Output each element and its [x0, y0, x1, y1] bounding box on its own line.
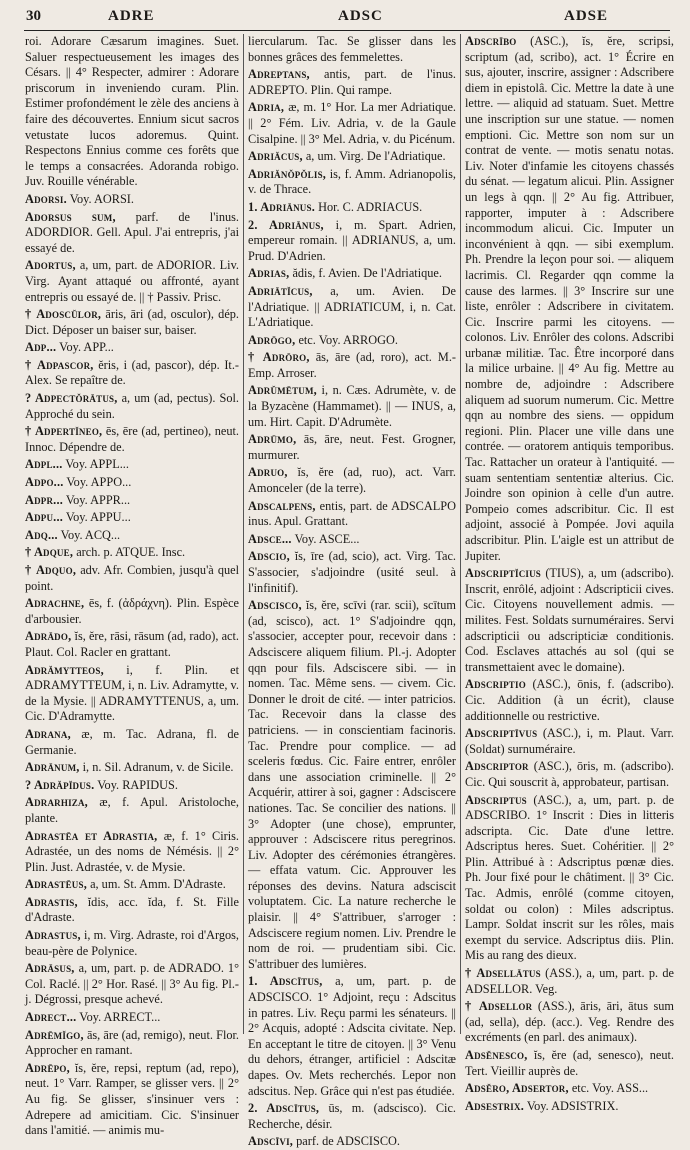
- entry-headword: Adrastis,: [25, 894, 78, 909]
- entry-headword: Adp...: [25, 340, 57, 355]
- entry-definition: a, um, part. p. de ADSCISCO. 1° Adjoint, reçu : Adscitus in patres. Liv. Reçu parmi les sénateurs. || 2° Acquis, adopté : Adscita civitate. Nep. En acceptant le titre de citoyen. || 3° Venu du dehors, étranger, artificiel : Adscitæ dapes. Ov. Mets recherchés. Lepor non adscitus. Nep. Grâce qui n'est pas étudiée.: [248, 974, 456, 1098]
- dictionary-entry: [25, 340, 239, 356]
- entry-definition: parf. de ADSCISCO.: [296, 1134, 400, 1149]
- entry-definition: Hor. C. ADRIACUS.: [318, 199, 423, 214]
- entry-definition: etc. Voy. ARROGO.: [298, 332, 398, 347]
- dictionary-entry: [248, 34, 456, 65]
- entry-definition: antis, part. de l'inus. ADREPTO. Plin. Qui rampe.: [248, 67, 457, 97]
- entry-definition: æ, m. Tac. Adrana, fl. de Germanie.: [25, 726, 240, 757]
- entry-definition: Voy. ARRECT...: [79, 1010, 161, 1025]
- entry-headword: Adrēmĭgo,: [25, 1027, 84, 1042]
- entry-definition: a, um. Virg. De l'Adriatique.: [305, 149, 446, 164]
- guide-word-middle: ADSC: [338, 8, 383, 24]
- dictionary-entry: [25, 1061, 239, 1139]
- dictionary-entry: [248, 100, 456, 147]
- dictionary-entry: [248, 67, 456, 98]
- entry-headword: Adorsi.: [25, 191, 67, 206]
- entry-headword: Adreptans,: [248, 67, 310, 82]
- entry-definition: (ASS.), āris, āri, ātus sum (ad, sella), dép. (acc.). Veg. Rendre des excréments (en parl. des animaux).: [465, 999, 675, 1045]
- dictionary-entry: [25, 795, 239, 826]
- entry-headword: † Adrōro,: [248, 350, 310, 365]
- dictionary-entry: [25, 358, 239, 389]
- entry-definition: liercularum. Tac. Se glisser dans les bonnes grâces des femmelettes.: [248, 34, 456, 64]
- entry-headword: Adrēpo,: [25, 1060, 70, 1075]
- entry-definition: Voy. APPL...: [65, 457, 129, 472]
- entry-headword: Adrŭmētum,: [248, 383, 317, 398]
- entry-definition: roi. Adorare Cæsarum imagines. Suet. Saluer respectueusement les images des Césars. || 4° Respecter, admirer : Adorare priscorum in inveniendo curam. Plin. Estimer profondément le zèle des anciens à faire des découvertes. Ennium sicut sacros vetustate lucos adoremus. Quint. Respectons Ennius comme ces forêts que le temps a consacrées. Adoranda robigo. Juv. Rouille vénérable.: [25, 34, 239, 189]
- entry-definition: ēs, ēre (ad, pertineo), neut. Innoc. Dépendre de.: [25, 424, 239, 454]
- entry-headword: 1. Adscītus,: [248, 974, 323, 989]
- dictionary-entry: [248, 1101, 456, 1132]
- entry-definition: ĭs, īre (ad, scio), act. Virg. Tac. S'associer, s'adjoindre (usité seul. à l'infinitif).: [248, 549, 457, 595]
- dictionary-entry: [25, 563, 239, 594]
- entry-headword: Adscio,: [248, 549, 290, 564]
- entry-definition: (ASC.), i, m. Plaut. Varr. (Soldat) surnuméraire.: [465, 726, 674, 756]
- entry-definition: a, um, part. p. de ADRADO. 1° Col. Raclé. || 2° Hor. Rasé. || 3° Au fig. Pl.-j. Dégrossi, presque achevé.: [25, 961, 240, 1007]
- dictionary-entry: [25, 545, 239, 561]
- entry-definition: i, n. Cæs. Adrumète, v. de la Byzacène (Hammamet). || — INUS, a, um. Hirt. Capit. D'Adrumète.: [248, 383, 456, 429]
- dictionary-entry: [25, 1010, 239, 1026]
- entry-definition: i, m. Spart. Adrien, empereur romain. || ADRIANUS, a, um. Prud. D'Adrien.: [248, 217, 456, 263]
- entry-definition: ās, āre (ad, remigo), neut. Flor. Approcher en ramant.: [25, 1027, 239, 1058]
- entry-definition: a, um. St. Amm. D'Adraste.: [90, 877, 226, 892]
- entry-headword: Adria,: [248, 100, 285, 115]
- entry-headword: Adsĕnesco,: [465, 1048, 528, 1062]
- dictionary-entry: [25, 424, 239, 455]
- dictionary-entry: [465, 34, 674, 564]
- dictionary-entry: [248, 149, 456, 165]
- entry-headword: Adrāsus,: [25, 961, 75, 976]
- dictionary-entry: [465, 1081, 674, 1097]
- dictionary-entry: [25, 1028, 239, 1059]
- dictionary-entry: [25, 510, 239, 526]
- entry-definition: ădis, f. Avien. De l'Adriatique.: [292, 266, 442, 281]
- dictionary-entry: [25, 528, 239, 544]
- header-rule: [24, 30, 670, 31]
- dictionary-entry: [248, 350, 456, 381]
- entry-definition: ĭdis, acc. ĭda, f. St. Fille d'Adraste.: [25, 894, 239, 925]
- entry-definition: entis, part. de ADSCALPO inus. Apul. Grattant.: [248, 498, 456, 529]
- entry-definition: āris, āri (ad, osculor), dép. Dict. Déposer un baiser sur, baiser.: [25, 307, 240, 337]
- entry-headword: Adriăcus,: [248, 149, 303, 164]
- entry-definition: a, um, part. de ADORIOR. Liv. Virg. Ayant attaqué ou affronté, ayant entrepris ou essayé de. || † Passiv. Prisc.: [25, 258, 239, 304]
- entry-headword: Adpu...: [25, 510, 63, 525]
- dictionary-entry: [248, 200, 456, 216]
- entry-headword: Adscriptus: [465, 792, 527, 807]
- entry-definition: is, f. Amm. Adrianopolis, v. de Thrace.: [248, 166, 457, 197]
- entry-headword: Adrastus,: [25, 928, 81, 943]
- dictionary-entry: [25, 760, 239, 776]
- entry-definition: ĭs, ĕre (ad, ruo), act. Varr. Amonceler (de la terre).: [248, 465, 456, 496]
- entry-definition: Voy. APPO...: [66, 475, 132, 490]
- dictionary-entry: [25, 493, 239, 509]
- entry-definition: Voy. APPU...: [65, 510, 131, 525]
- entry-definition: æ, m. 1° Hor. La mer Adriatique. || 2° Fém. Liv. Adria, v. de la Gaule Cisalpine. || 3° Mel. Adria, v. du Picénum.: [248, 100, 457, 146]
- entry-definition: ĭs, ĕre, rāsi, rāsum (ad, rado), act. Plaut. Col. Racler en grattant.: [25, 629, 239, 659]
- entry-definition: arch. p. ATQUE. Insc.: [76, 545, 186, 560]
- dictionary-entry: [25, 391, 239, 422]
- dictionary-entry: [248, 432, 456, 463]
- entry-definition: (TIUS), a, um (adscribo). Inscrit, enrôlé, adjoint : Adscripticii cives. Cic. Citoyens nouvellement admis. — milites. Fest. Soldats surnuméraires. Servi adscripticii ou adscripticiæ conditionis. Cod. Esclaves attachés au sol (qui se transmettaient avec le domaine).: [465, 566, 674, 674]
- entry-definition: (ASC.), a, um, part. p. de ADSCRIBO. 1° Inscrit : Dies in litteris adscripta. Cic. Date d'une lettre. Adscriptus heres. Suet. Cohéritier. || 2° Plin. Attribué à : Adscriptus pœnæ dies. Ph. Jour fixé pour le châtiment. || 3° Cic. Tac. Admis, enrôlé (comme citoyen, soldat ou colon) : Miles adscriptus. Lampr. Soldat inscrit sur les rôles, mais exempt du service. Adscriptus diis. Plin. Mis au rang des dieux.: [465, 792, 674, 963]
- guide-word-left: ADRE: [108, 8, 155, 24]
- entry-headword: Adriātĭcus,: [248, 283, 313, 298]
- entry-headword: Adrastēus,: [25, 877, 87, 892]
- dictionary-entry: [248, 383, 456, 430]
- dictionary-entry: [248, 167, 456, 198]
- dictionary-entry: [248, 333, 456, 349]
- entry-headword: Adorsus sum,: [25, 209, 116, 224]
- entry-headword: Adpl...: [25, 457, 63, 472]
- dictionary-entry: [465, 1099, 674, 1115]
- entry-definition: Voy. RAPIDUS.: [97, 777, 178, 792]
- dictionary-entry: [25, 727, 239, 758]
- entry-headword: † Adquo,: [25, 563, 77, 577]
- dictionary-entry: [25, 877, 239, 893]
- entry-headword: † Adpascor,: [25, 357, 94, 372]
- column-divider: [243, 34, 244, 1034]
- entry-definition: æ, f. 1° Ciris. Adrastée, un des noms de Némésis. || 2° Plin. Just. Adrastée, v. de Mysie.: [25, 828, 240, 874]
- entry-definition: adv. Afr. Combien, jusqu'à quel point.: [25, 563, 239, 593]
- entry-definition: Voy. ASCE...: [294, 531, 360, 546]
- entry-headword: † Adsellor: [465, 999, 533, 1014]
- entry-headword: Adscriptīvus: [465, 726, 538, 741]
- column-right: [465, 34, 675, 1113]
- dictionary-entry: [248, 1134, 456, 1150]
- dictionary-entry: [465, 726, 674, 757]
- entry-headword: Adsce...: [248, 531, 292, 546]
- entry-headword: Adrūmo,: [248, 432, 297, 447]
- entry-headword: Adpo...: [25, 475, 64, 490]
- entry-definition: (ASS.), a, um, part. p. de ADSELLOR. Veg.: [465, 966, 675, 996]
- entry-headword: Adscriptor: [465, 759, 529, 774]
- entry-headword: Adriănŏpŏlis,: [248, 166, 327, 181]
- entry-definition: ĭs, ĕre (ad, senesco), neut. Tert. Vieillir auprès de.: [465, 1048, 674, 1078]
- entry-definition: i, m. Virg. Adraste, roi d'Argos, beau-père de Polynice.: [25, 928, 239, 958]
- dictionary-entry: [25, 596, 239, 627]
- entry-headword: † Adsellātus: [465, 966, 541, 981]
- column-middle: [248, 34, 457, 1149]
- entry-headword: ? Adpectŏrātus,: [25, 391, 118, 406]
- entry-headword: Adruo,: [248, 465, 288, 480]
- entry-definition: ĭs, ĕre, repsi, reptum (ad, repo), neut. 1° Varr. Ramper, se glisser vers. || 2° Au fig. Se glisser, s'insinuer vers : Adrepere ad amicitiam. Cic. S'insinuer dans l'amitié. — animis mu-: [25, 1060, 239, 1138]
- entry-definition: Voy. ADSISTRIX.: [526, 1098, 619, 1113]
- dictionary-entry: [248, 266, 456, 282]
- column-divider: [460, 34, 461, 1034]
- entry-headword: Adrōgo,: [248, 332, 296, 347]
- dictionary-entry: [25, 258, 239, 305]
- entry-definition: ēs, f. (ἀδράχνη). Plin. Espèce d'arbousier.: [25, 596, 240, 626]
- entry-headword: Adrect...: [25, 1010, 77, 1025]
- dictionary-entry: [465, 1048, 674, 1079]
- dictionary-entry: [465, 566, 674, 675]
- entry-headword: Adsĕro, Adsertor,: [465, 1081, 569, 1096]
- entry-headword: Adq...: [25, 527, 58, 542]
- dictionary-entry: [465, 793, 674, 965]
- entry-headword: Adscriptĭcius: [465, 566, 541, 581]
- dictionary-entry: [248, 598, 456, 972]
- dictionary-entry: [25, 457, 239, 473]
- entry-definition: (ASC.), ōnis, f. (adscribo). Cic. Addition (à un écrit), clause additionnelle ou restrictive.: [465, 677, 674, 723]
- dictionary-entry: [25, 895, 239, 926]
- entry-headword: Adrādo,: [25, 629, 72, 644]
- entry-headword: Adortus,: [25, 258, 76, 273]
- entry-definition: Voy. APPR...: [65, 492, 131, 507]
- entry-definition: (ASC.), ōris, m. (adscribo). Cic. Qui souscrit à, approbateur, partisan.: [465, 759, 674, 789]
- dictionary-entry: [25, 192, 239, 208]
- entry-definition: i, n. Sil. Adranum, v. de Sicile.: [82, 760, 234, 775]
- entry-definition: Voy. AORSI.: [69, 191, 134, 206]
- running-header: [26, 8, 670, 28]
- dictionary-entry: [248, 549, 456, 596]
- entry-definition: Voy. APP...: [59, 340, 114, 355]
- entry-definition: ās, āre, neut. Fest. Grogner, murmurer.: [248, 432, 456, 462]
- entry-headword: 1. Adriānus.: [248, 199, 315, 214]
- dictionary-entry: [465, 966, 674, 997]
- dictionary-entry: [25, 663, 239, 725]
- entry-headword: Adrastēa et Adrastia,: [25, 828, 158, 843]
- entry-definition: parf. de l'inus. ADORDIOR. Gell. Apul. J'ai entrepris, j'ai essayé de.: [25, 209, 239, 255]
- entry-headword: Adscalpens,: [248, 498, 316, 513]
- entry-definition: ĕris, i (ad, pascor), dép. It.-Alex. Se repaître de.: [25, 357, 239, 388]
- dictionary-entry: [25, 307, 239, 338]
- entry-definition: etc. Voy. ASS...: [571, 1081, 649, 1096]
- dictionary-entry: [248, 284, 456, 331]
- entry-definition: æ, f. Apul. Aristoloche, plante.: [25, 795, 239, 825]
- entry-definition: ās, āre (ad, roro), act. M.-Emp. Arroser.: [248, 350, 456, 380]
- entry-headword: 2. Adriānus,: [248, 217, 324, 232]
- entry-headword: Adscisco,: [248, 598, 302, 613]
- entry-headword: † Adpertĭneo,: [25, 424, 103, 439]
- entry-headword: Adrămytteos,: [25, 662, 104, 677]
- guide-word-right: ADSE: [564, 8, 609, 24]
- entry-headword: Adscīvi,: [248, 1134, 294, 1149]
- entry-headword: ? Adrăpĭdus.: [25, 777, 95, 792]
- entry-headword: Adrana,: [25, 726, 71, 741]
- dictionary-entry: [248, 974, 456, 1099]
- entry-headword: 2. Adscītus,: [248, 1101, 320, 1116]
- dictionary-entry: [248, 532, 456, 548]
- dictionary-entry: [25, 475, 239, 491]
- dictionary-entry: [25, 829, 239, 876]
- entry-headword: Adrias,: [248, 266, 290, 281]
- page-number: 30: [26, 8, 41, 24]
- entry-headword: Adscriptio: [465, 677, 526, 692]
- dictionary-entry: [25, 629, 239, 660]
- entry-definition: ĭs, ĕre, scīvi (rar. scii), scītum (ad, scisco), act. 1° S'adjoindre qqn, s'associer, accepter pour, recevoir dans : Adsciscere aliquem filium. Pl.-j. Adopter qqn pour fils. Adsciscere sibi. — in nomen. Tac. Même sens. — civem. Cic. Donner le droit de cité. — inter patricios. Tac. Recevoir dans la classe des patriciens. — in conscientiam facinoris. Tac. Prendre pour complice. — ad sceleris fœdus. Cic. Faire entrer, enrôler dans une association criminelle. || 2° Acquérir, attirer à soi, gagner : Adsciscere nationes. Tac. Se concilier des nations. || 3° Adopter (une chose), emprunter, approuver : Adsciscere ritus peregrinos. Liv. Adopter des cérémonies étrangères. — effata vatum. Cic. Approuver les réponses des devins. Natura adsciscit voluptatem. Cic. La nature recherche le plaisir. || 4° S'attribuer, s'arroger : Adsciscere regium nomen. Liv. Prendre le nom de roi. — prudentiam sibi. Cic. S'attribuer des lumières.: [248, 598, 456, 971]
- entry-definition: i, f. Plin. et ADRAMYTTEUM, i, n. Liv. Adramytte, v. de la Mysie. || ADRAMYTTENUS, a, um. Cic. D'Adramytte.: [25, 662, 239, 724]
- dictionary-entry: [25, 961, 239, 1008]
- dictionary-entry: [248, 218, 456, 265]
- dictionary-entry: [25, 210, 239, 257]
- dictionary-entry: [465, 759, 674, 790]
- dictionary-entry: [248, 465, 456, 496]
- entry-definition: ūs, m. (adscisco). Cic. Recherche, désir.: [248, 1101, 456, 1131]
- entry-definition: (ASC.), ĭs, ĕre, scripsi, scriptum (ad, scribo), act. 1° Écrire en sus, ajouter, inscrire, assigner : Adscribere diem in epistolâ. Cic. Mettre la date à une lettre. — aliquid ad statuam. Suet. Mettre une inscription sur une statue. — nomen emptioni. Cic. Mettre son nom sur un contrat de vente. — motis senatu notas. Liv. Noter d'infamie les citoyens chassés du sénat. — legatum alicui. Plin. Assigner un legs à qqn. || 2° Au fig. Attribuer, rapporter, imputer à : Adscribere incommodum alicui. Cic. Imputer un inconvénient à qqn. — sibi exemplum. Ph. Prendre la leçon pour soi. — aliquem lacrimis. Cl. Regarder qqn comme la cause des larmes. || 3° Inscrire sur une liste, enrôler : Adscribere in civitatem. Cic. Inscrire parmi les citoyens. — colonos. Liv. Enrôler des colons. Adscribi urbanæ militiæ. Tac. Être incorporé dans la milice urbaine. || 4° Au fig. Mettre au nombre de, adjoindre : Adscribere aliquem ad suorum numerum. Cic. Mettre qqn au nombre des siens. — oppidum regioni. Plin. Placer une ville dans une contrée. — oratorem antiquis temporibus. Tac. Rattacher un orateur à l'antiquité. — suam sententiam sententiæ alterius. Cic. Joindre son opinion à celle d'un autre. Pompeio comes adscribitur. Cic. Il est adjoint, associé à Pompée. Jovi aquila adscribitur. Plin. L'aigle est un attribut de Jupiter.: [465, 34, 674, 563]
- dictionary-entry: [465, 999, 674, 1046]
- column-left: [25, 34, 240, 1138]
- entry-headword: Adrarhiza,: [25, 795, 88, 810]
- dictionary-entry: [248, 499, 456, 530]
- entry-headword: Adsestrix.: [465, 1098, 524, 1113]
- dictionary-entry: [25, 928, 239, 959]
- entry-definition: a, um (ad, pectus). Sol. Approché du sein.: [25, 391, 239, 421]
- dictionary-entry: [465, 677, 674, 724]
- entry-headword: Adrachne,: [25, 596, 85, 611]
- entry-headword: Adscrībo: [465, 34, 517, 48]
- entry-definition: a, um. Avien. De l'Adriatique. || ADRIATICUM, i, n. Cat. L'Adriatique.: [248, 283, 456, 330]
- entry-headword: † Adoscŭlor,: [25, 307, 102, 322]
- entry-headword: Adrānum,: [25, 760, 80, 775]
- entry-headword: † Adque,: [25, 545, 74, 560]
- entry-headword: Adpr...: [25, 492, 63, 507]
- dictionary-entry: [25, 778, 239, 794]
- entry-definition: Voy. ACQ...: [60, 527, 121, 542]
- dictionary-entry: [25, 34, 239, 190]
